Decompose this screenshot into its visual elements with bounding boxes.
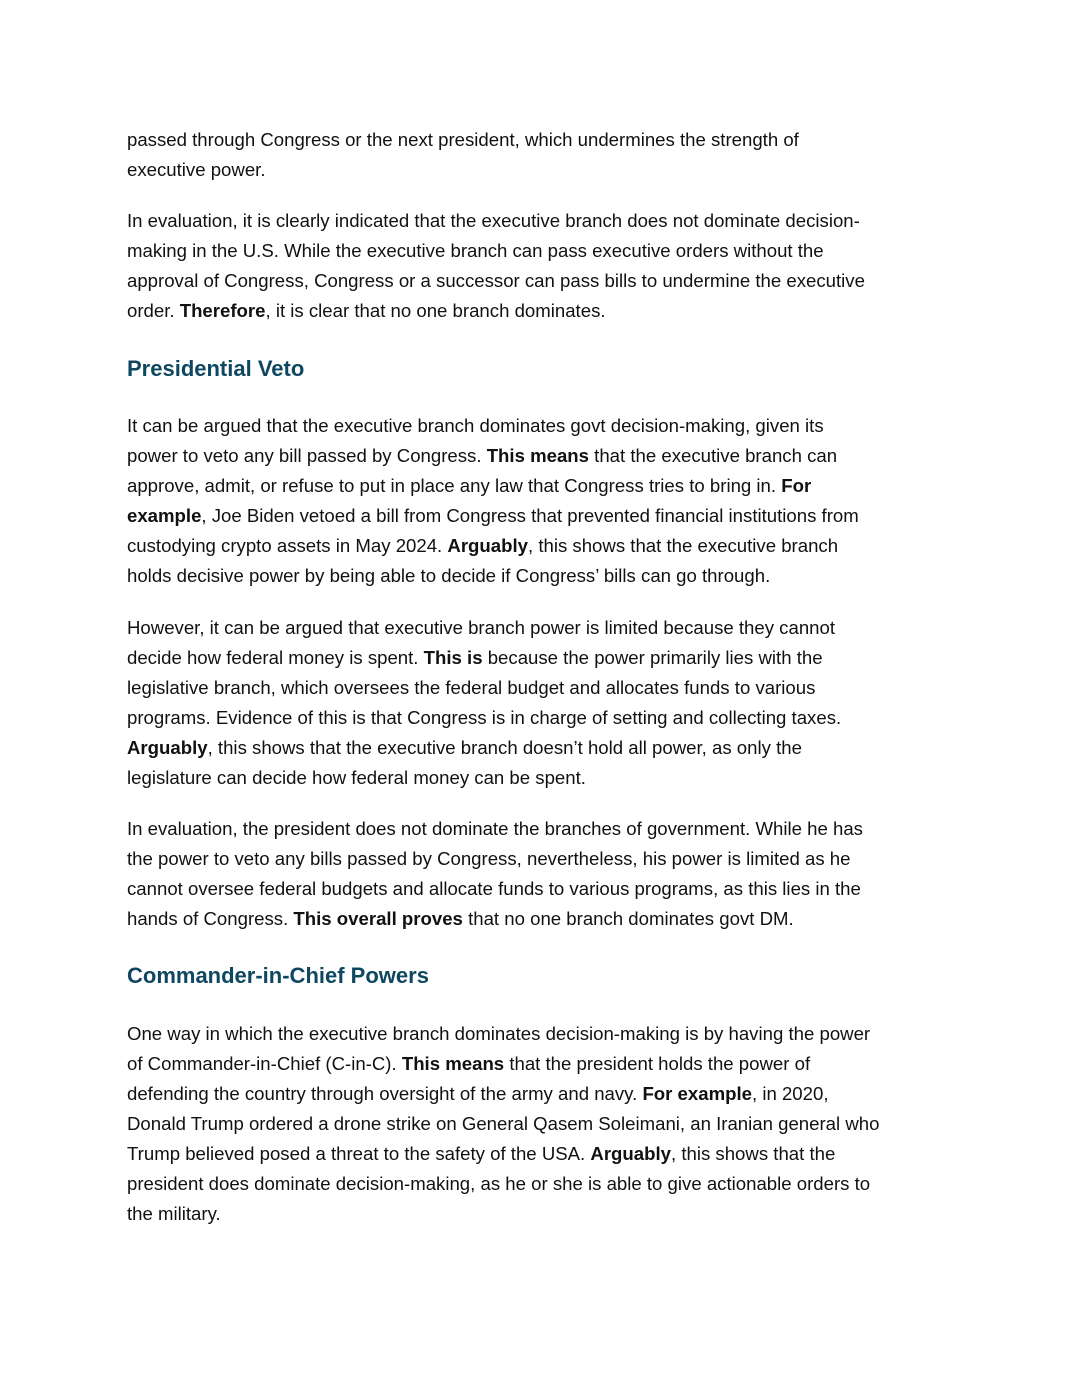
bold-text: This overall proves xyxy=(293,908,463,929)
text-run: One way in which the executive branch dominates decision-making is by having the power xyxy=(127,1023,871,1044)
bold-text: Arguably xyxy=(447,535,528,556)
text-run: making in the U.S. While the executive branch can pass executive orders without the xyxy=(127,240,824,261)
text-line xyxy=(127,1049,879,1079)
text-line xyxy=(127,206,865,236)
text-run: passed through Congress or the next president, which undermines the strength of xyxy=(127,129,799,150)
bold-text: This means xyxy=(486,445,589,466)
text-line xyxy=(127,1169,879,1199)
text-run: that the executive branch can xyxy=(589,445,838,466)
text-run: the military. xyxy=(127,1203,221,1224)
text-run: legislature can decide how federal money can be spent. xyxy=(127,767,586,788)
text-line xyxy=(127,471,859,501)
bold-text: This means xyxy=(401,1053,505,1074)
paragraph xyxy=(127,411,859,591)
text-line xyxy=(127,155,799,185)
text-run: , Joe Biden vetoed a bill from Congress that prevented financial institutions from xyxy=(201,505,859,526)
text-run: approve, admit, or refuse to put in place any law that Congress tries to bring in. xyxy=(127,475,782,496)
text-run: , this shows that the executive branch xyxy=(527,535,839,556)
text-line xyxy=(127,1199,879,1229)
text-run: , in 2020, xyxy=(751,1083,829,1104)
paragraph xyxy=(127,814,863,934)
text-run: that no one branch dominates govt DM. xyxy=(462,908,794,929)
section-heading: Presidential Veto xyxy=(127,356,305,381)
paragraph xyxy=(127,125,799,185)
text-run: In evaluation, the president does not dominate the branches of government. While he has xyxy=(127,818,863,839)
text-line xyxy=(127,1079,879,1109)
text-line xyxy=(127,673,841,703)
text-run: president does dominate decision-making, as he or she is able to give actionable orders to xyxy=(127,1173,871,1194)
text-line xyxy=(127,1139,879,1169)
text-run: Trump believed posed a threat to the safety of the USA. xyxy=(127,1143,591,1164)
text-line xyxy=(127,1019,879,1049)
text-line xyxy=(127,703,841,733)
bold-text: Therefore xyxy=(179,300,266,321)
text-line xyxy=(127,125,799,155)
text-run: , this shows that the xyxy=(670,1143,836,1164)
text-run: programs. Evidence of this is that Congress is in charge of setting and collecting taxes. xyxy=(127,707,842,728)
text-line xyxy=(127,266,865,296)
text-line xyxy=(127,561,859,591)
text-run: , this shows that the executive branch doesn’t hold all power, as only the xyxy=(207,737,802,758)
text-line xyxy=(127,763,841,793)
text-line xyxy=(127,501,859,531)
text-run: cannot oversee federal budgets and allocate funds to various programs, as this lies in the xyxy=(127,878,861,899)
paragraph xyxy=(127,1019,879,1229)
text-run: custodying crypto assets in May 2024. xyxy=(127,535,448,556)
text-run: of Commander-in-Chief (C-in-C). xyxy=(127,1053,402,1074)
text-run: In evaluation, it is clearly indicated that the executive branch does not dominate decision- xyxy=(127,210,860,231)
bold-text: This is xyxy=(423,647,483,668)
bold-text: Arguably xyxy=(590,1143,671,1164)
paragraph xyxy=(127,206,865,326)
text-line xyxy=(127,531,859,561)
text-run: defending the country through oversight of the army and navy. xyxy=(127,1083,643,1104)
text-line xyxy=(127,236,865,266)
text-line xyxy=(127,1109,879,1139)
section-heading: Commander-in-Chief Powers xyxy=(127,963,429,988)
bold-text: Arguably xyxy=(127,737,208,758)
text-line xyxy=(127,904,863,934)
text-run: power to veto any bill passed by Congress. xyxy=(127,445,487,466)
text-run: the power to veto any bills passed by Congress, nevertheless, his power is limited as he xyxy=(127,848,851,869)
text-line xyxy=(127,874,863,904)
text-run: Donald Trump ordered a drone strike on General Qasem Soleimani, an Iranian general who xyxy=(127,1113,880,1134)
text-run: It can be argued that the executive branch dominates govt decision-making, given its xyxy=(127,415,824,436)
text-run: hands of Congress. xyxy=(127,908,294,929)
text-line xyxy=(127,441,859,471)
text-run: However, it can be argued that executive branch power is limited because they cannot xyxy=(127,617,836,638)
text-run: because the power primarily lies with the xyxy=(482,647,823,668)
text-run: holds decisive power by being able to decide if Congress’ bills can go through. xyxy=(127,565,771,586)
text-run: executive power. xyxy=(127,159,266,180)
paragraph xyxy=(127,613,841,793)
text-line xyxy=(127,733,841,763)
text-run: , it is clear that no one branch dominates. xyxy=(265,300,606,321)
text-run: that the president holds the power of xyxy=(504,1053,811,1074)
text-line xyxy=(127,814,863,844)
text-line xyxy=(127,296,865,326)
text-line xyxy=(127,411,859,441)
bold-text: For example xyxy=(642,1083,752,1104)
bold-text: For xyxy=(781,475,812,496)
text-run: order. xyxy=(127,300,180,321)
text-line xyxy=(127,643,841,673)
text-line xyxy=(127,613,841,643)
text-line xyxy=(127,844,863,874)
bold-text: example xyxy=(127,505,202,526)
text-run: decide how federal money is spent. xyxy=(127,647,424,668)
text-run: approval of Congress, Congress or a successor can pass bills to undermine the executive xyxy=(127,270,865,291)
text-run: legislative branch, which oversees the federal budget and allocates funds to various xyxy=(127,677,816,698)
